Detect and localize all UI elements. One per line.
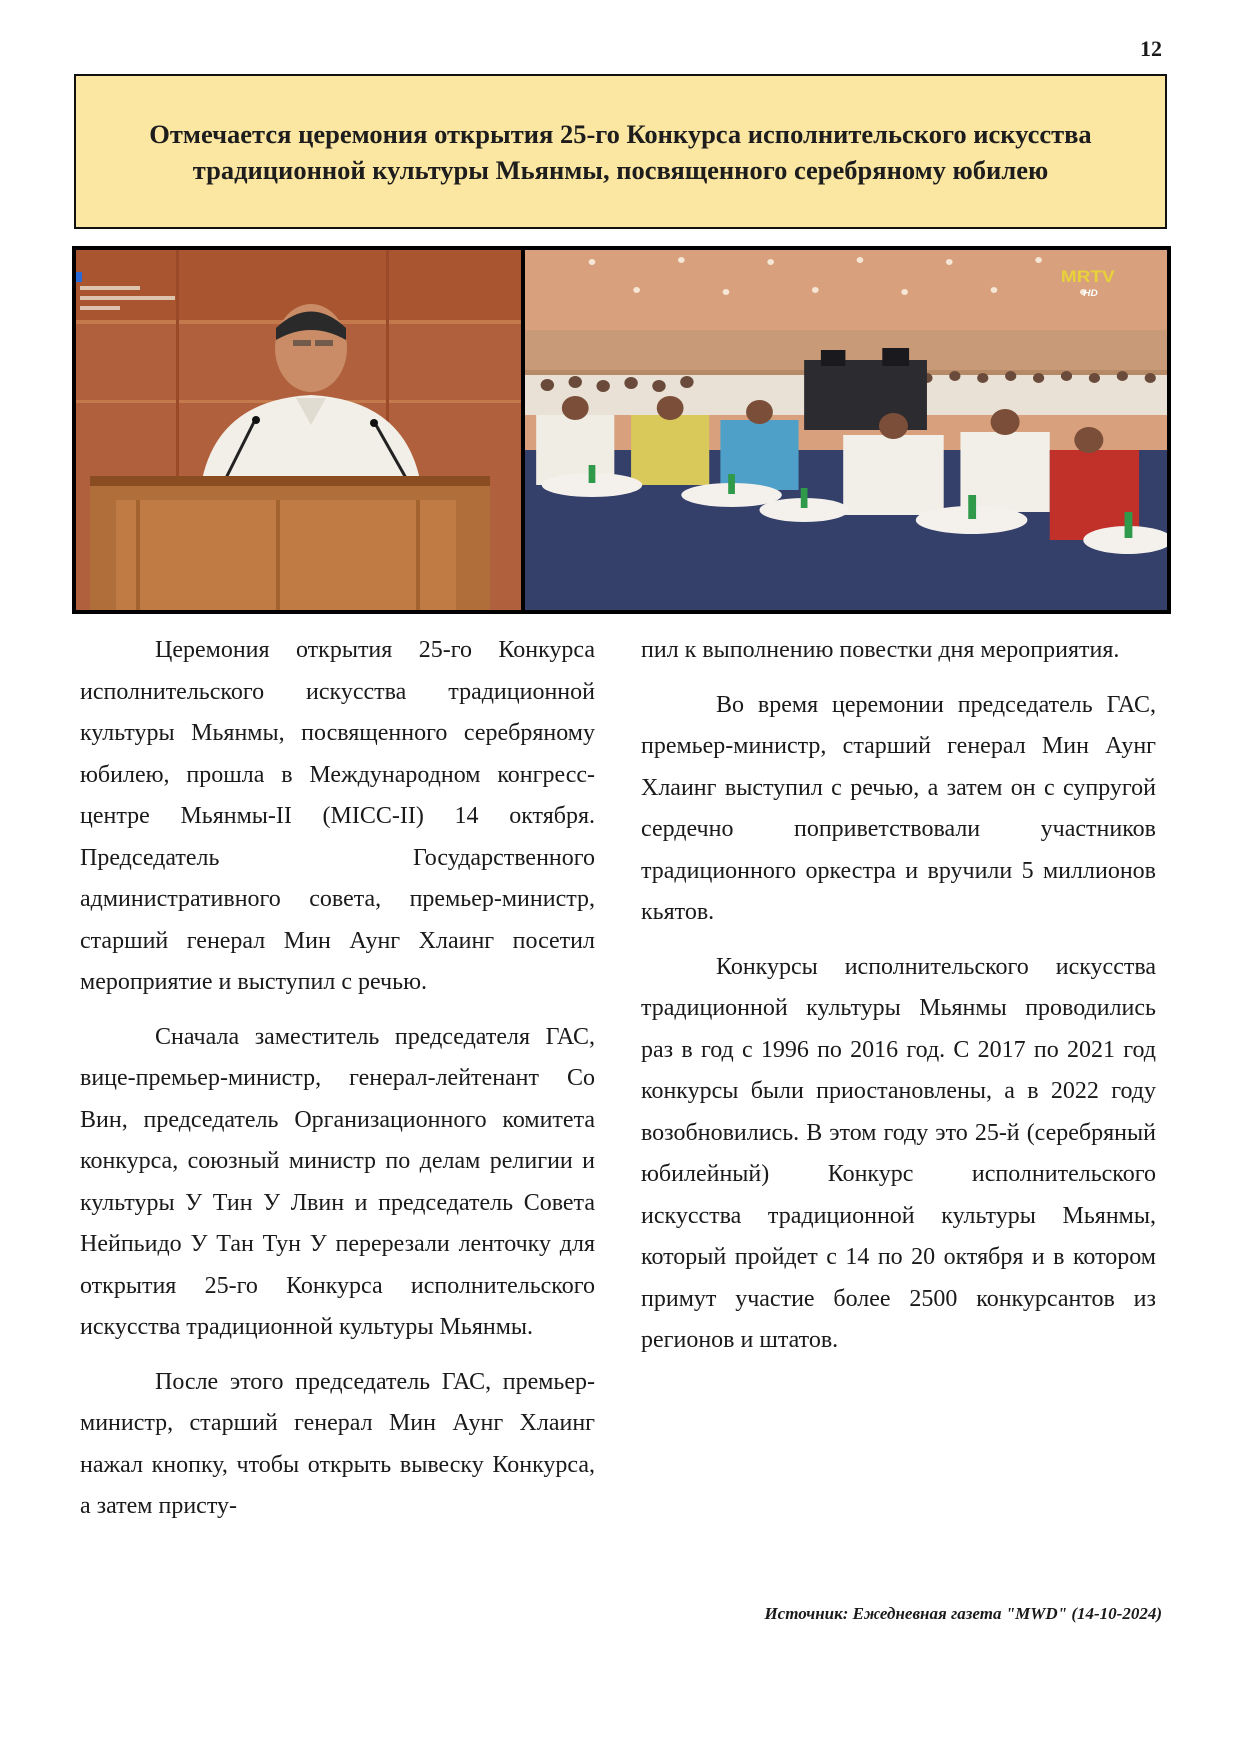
paragraph-2: Сначала заместитель председателя ГАС, вице-премьер-министр, генерал-лейтенант Со Вин, председатель Организационного комитета конкурса, союзный министр по делам религии и культуры У Тин У Лвин и председатель Совета Нейпьидо У Тан Тун У перерезали ленточку для открытия 25-го Конкурса исполнительского искусства традиционной культуры Мьянмы. xyxy=(80,1023,595,1340)
paragraph-5: Конкурсы исполнительского искусства традиционной культуры Мьянмы проводились раз в год с 1996 по 2016 год. С 2017 по 2021 год конкурсы были приостановлены, а в 2022 году возобновились. В этом году это 25-й (серебряный юбилейный) Конкурс исполнительского искусства традиционной культуры Мьянмы, который пройдет с 14 по 20 октября и в котором примут участие более 2500 конкурсантов из регионов и штатов. xyxy=(641,953,1156,1353)
paragraph-3: После этого председатель ГАС, премьер-министр, старший генерал Мин Аунг Хлаинг нажал кнопку, чтобы открыть вывеску Конкурса, а затем присту- xyxy=(80,1368,595,1519)
right-column xyxy=(641,630,1156,1375)
page-number: 12 xyxy=(1140,36,1162,61)
audience-hall-photo xyxy=(525,250,1167,610)
left-column xyxy=(80,630,595,1541)
paragraph-4: Во время церемонии председатель ГАС, премьер-министр, старший генерал Мин Аунг Хлаинг выступил с речью, а затем он с супругой сердечно поприветствовали участников традиционного оркестра и вручили 5 миллионов кьятов. xyxy=(641,691,1156,925)
tv-logo-sub: HD xyxy=(1083,288,1098,299)
title-box xyxy=(74,74,1167,229)
paragraph-3-continued: пил к выполнению повестки дня мероприятия. xyxy=(641,637,1120,663)
paragraph-1: Церемония открытия 25-го Конкурса исполнительского искусства традиционной культуры Мьянмы, посвященного серебряному юбилею, прошла в Международном конгресс-центре Мьянмы-II (MICC-II) 14 октября. Председатель Государственного административного совета, премьер-министр, старший генерал Мин Аунг Хлаинг посетил мероприятие и выступил с речью. xyxy=(80,637,595,995)
source-note: Источник: Ежедневная газета "MWD" (14-10-2024) xyxy=(764,1604,1162,1623)
speaker-at-podium-photo xyxy=(76,250,521,610)
speaker-photo xyxy=(76,250,521,610)
audience-photo xyxy=(525,250,1167,610)
tv-logo: MRTV xyxy=(1060,266,1115,286)
photo-strip xyxy=(72,246,1171,614)
article-title: Отмечается церемония открытия 25-го Конкурса исполнительского искусства традиционной культуры Мьянмы, посвященного серебряному юбилею xyxy=(149,118,1092,185)
